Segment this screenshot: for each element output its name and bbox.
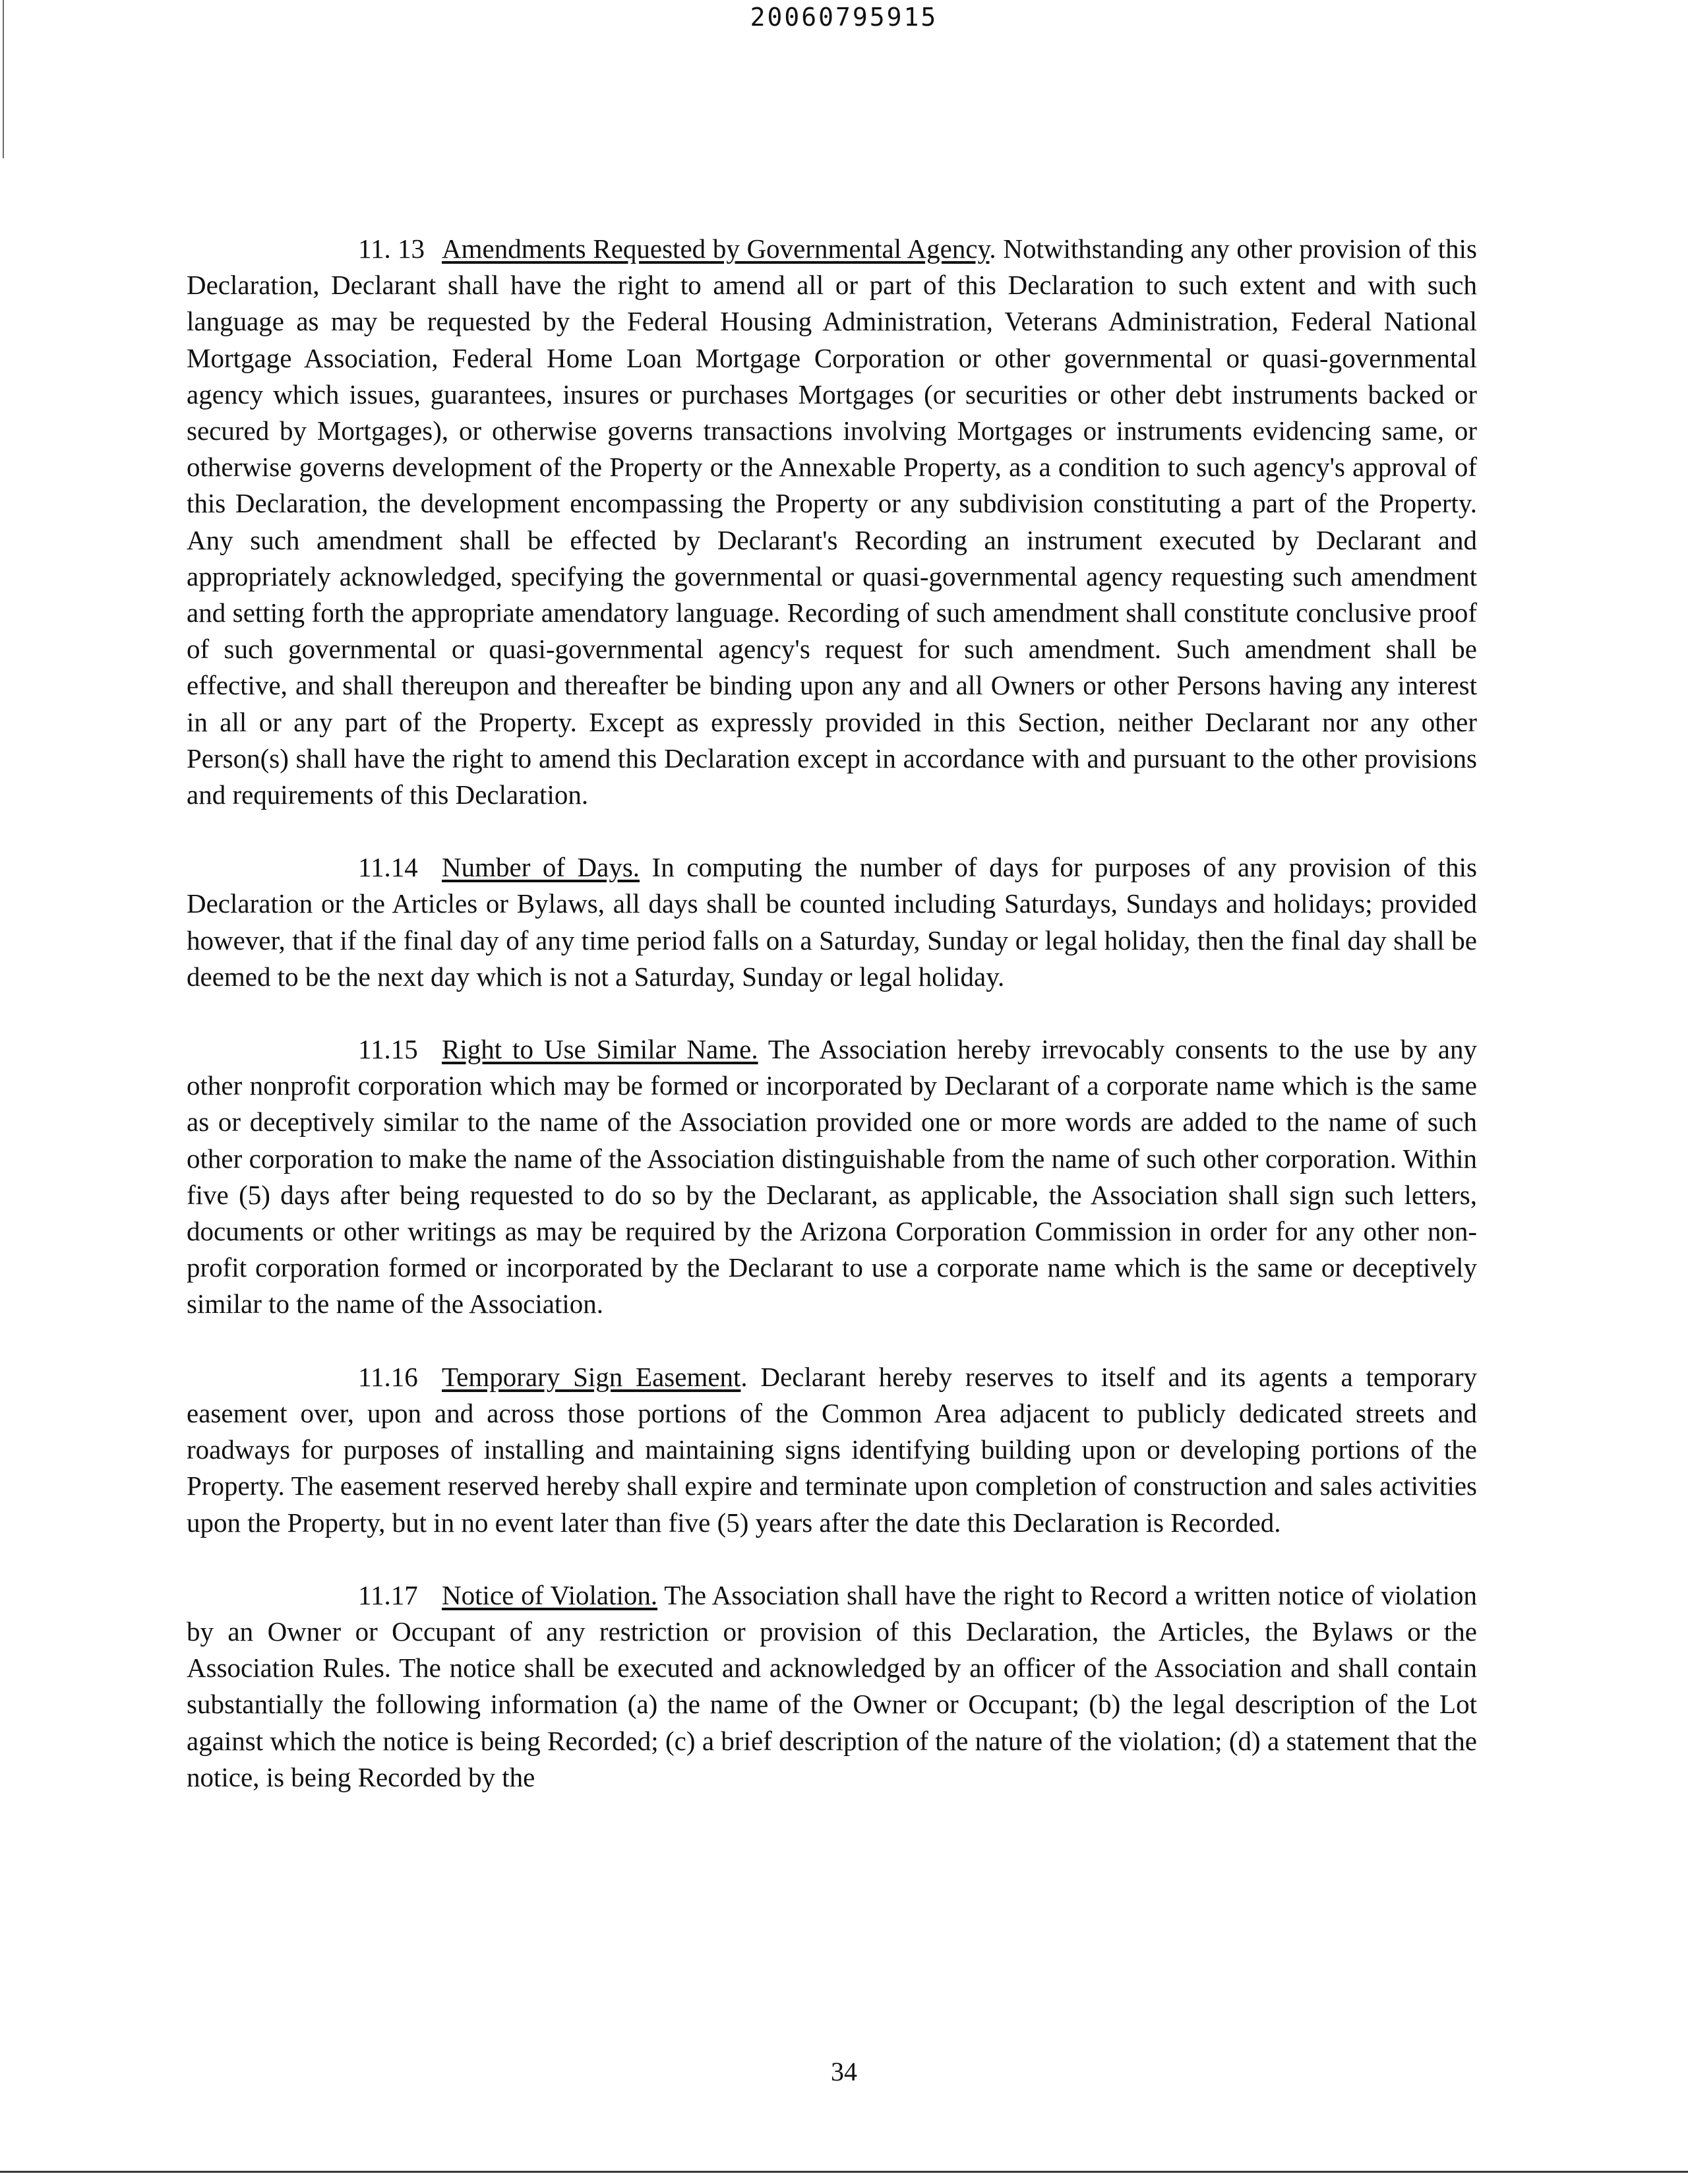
section-text: Declarant hereby reserves to itself and its agents a temporary easement over, upon and across those portions of the Common Area adjacent to publicly dedicated streets and roadways for purposes of installing and maintaining signs identifying building upon or developing portions of the Property. The easement reserved hereby shall expire and terminate upon completion of construction and sales activities upon the Property, but in no event later than five (5) years after the date this Declaration is Recorded. — [187, 1361, 1477, 1538]
section-text: The Association hereby irrevocably consents to the use by any other nonprofit corporation which may be formed or incorporated by Declarant of a corporate name which is the same as or deceptively similar to the name of the Association provided one or more words are added to the name of such other corporation to make the name of the Association distinguishable from the name of such other corporation. Within five (5) days after being requested to do so by the Declarant, as applicable, the Association shall sign such letters, documents or other writings as may be required by the Arizona Corporation Commission in order for any other non-profit corporation formed or incorporated by the Declarant to use a corporate name which is the same or deceptively similar to the name of the Association. — [187, 1034, 1477, 1320]
section-number: 11.15 — [358, 1034, 418, 1065]
bottom-divider — [0, 2171, 1688, 2173]
section-11-15 — [187, 1031, 1477, 1323]
section-text: In computing the number of days for purposes of any provision of this Declaration or the Articles or Bylaws, all days shall be counted including Saturdays, Sundays and holidays; provided however, that if the final day of any time period falls on a Saturday, Sunday or legal holiday, then the final day shall be deemed to be the next day which is not a Saturday, Sunday or legal holiday. — [187, 852, 1477, 992]
recording-number: 20060795915 — [750, 3, 938, 32]
section-heading: Number of Days. — [442, 852, 640, 883]
section-heading: Amendments Requested by Governmental Agency — [442, 233, 990, 264]
section-number: 11.14 — [358, 852, 418, 883]
section-heading: Notice of Violation. — [442, 1579, 658, 1610]
section-number: 11.16 — [358, 1361, 418, 1392]
section-11-13 — [187, 231, 1477, 813]
heading-punctuation: . — [740, 1361, 748, 1392]
section-11-14 — [187, 849, 1477, 995]
heading-punctuation: . — [989, 233, 996, 264]
document-body — [187, 231, 1477, 1796]
section-heading: Temporary Sign Easement — [442, 1361, 741, 1392]
section-heading: Right to Use Similar Name. — [442, 1034, 758, 1065]
section-text: Notwithstanding any other provision of this Declaration, Declarant shall have the right to amend all or part of this Declaration to such extent and with such language as may be requested by the Federal Housing Administration, Veterans Administration, Federal National Mortgage Association, Federal Home Loan Mortgage Corporation or other governmental or quasi-governmental agency which issues, guarantees, insures or purchases Mortgages (or securities or other debt instruments backed or secured by Mortgages), or otherwise governs transactions involving Mortgages or instruments evidencing same, or otherwise governs development of the Property or the Annexable Property, as a condition to such agency's approval of this Declaration, the development encompassing the Property or any subdivision constituting a part of the Property. Any such amendment shall be effected by Declarant's Recording an instrument executed by Declarant and appropriately acknowledged, specifying the governmental or quasi-governmental agency requesting such amendment and setting forth the appropriate amendatory language. Recording of such amendment shall constitute conclusive proof of such governmental or quasi-governmental agency's request for such amendment. Such amendment shall be effective, and shall thereupon and thereafter be binding upon any and all Owners or other Persons having any interest in all or any part of the Property. Except as expressly provided in this Section, neither Declarant nor any other Person(s) shall have the right to amend this Declaration except in accordance with and pursuant to the other provisions and requirements of this Declaration. — [187, 233, 1478, 810]
section-11-16 — [187, 1359, 1477, 1541]
section-number: 11. 13 — [358, 233, 425, 264]
page-number: 34 — [831, 2057, 857, 2086]
section-number: 11.17 — [358, 1579, 418, 1610]
section-text: The Association shall have the right to Record a written notice of violation by an Owner or Occupant of any restriction or provision of this Declaration, the Articles, the Bylaws or the Association Rules. The notice shall be executed and acknowledged by an officer of the Association and shall contain substantially the following information (a) the name of the Owner or Occupant; (b) the legal description of the Lot against which the notice is being Recorded; (c) a brief description of the nature of the violation; (d) a statement that the notice, is being Recorded by the — [187, 1579, 1478, 1792]
section-11-17 — [187, 1577, 1477, 1796]
